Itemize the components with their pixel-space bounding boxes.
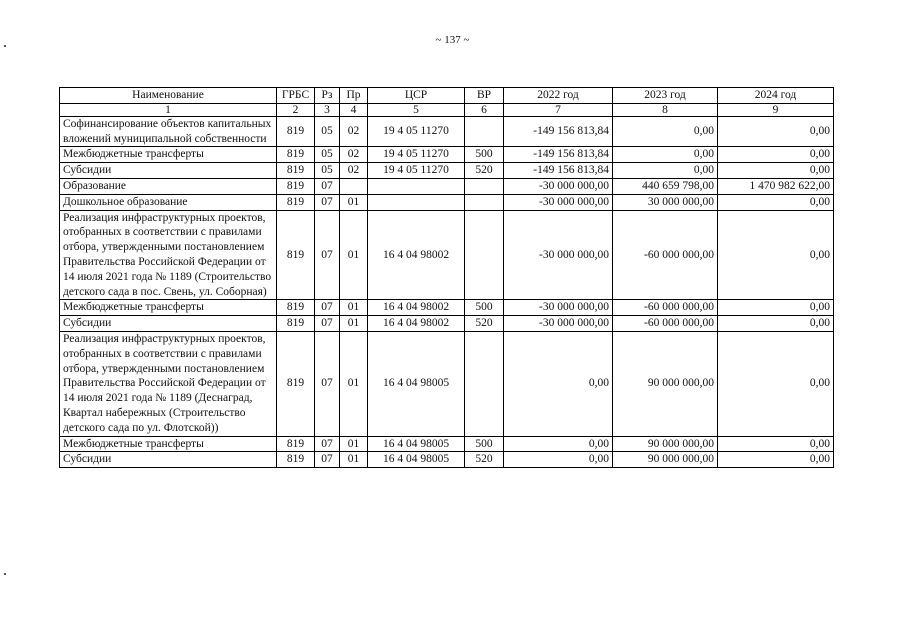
cell-amount-2023: 90 000 000,00: [613, 436, 718, 452]
cell-rz: 07: [315, 210, 340, 300]
cell-vr: [465, 194, 504, 210]
header-2023: 2023 год: [613, 88, 718, 104]
cell-csr: [368, 178, 465, 194]
cell-amount-2024: 0,00: [718, 300, 834, 316]
cell-vr: 520: [465, 452, 504, 468]
cell-pr: [340, 178, 368, 194]
table-row: [60, 436, 834, 452]
cell-name: Дошкольное образование: [60, 194, 277, 210]
cell-amount-2022: -149 156 813,84: [504, 147, 613, 163]
cell-amount-2024: 0,00: [718, 210, 834, 300]
column-number: 4: [340, 103, 368, 116]
cell-name: Субсидии: [60, 452, 277, 468]
column-number: 9: [718, 103, 834, 116]
cell-grbs: 819: [277, 436, 315, 452]
header-2022: 2022 год: [504, 88, 613, 104]
cell-amount-2024: 0,00: [718, 194, 834, 210]
cell-csr: 19 4 05 11270: [368, 116, 465, 147]
cell-grbs: 819: [277, 116, 315, 147]
cell-amount-2023: 0,00: [613, 163, 718, 179]
cell-csr: 16 4 04 98005: [368, 436, 465, 452]
column-number: 7: [504, 103, 613, 116]
table-row: [60, 147, 834, 163]
column-number: 3: [315, 103, 340, 116]
cell-pr: 01: [340, 331, 368, 436]
cell-csr: 19 4 05 11270: [368, 147, 465, 163]
cell-grbs: 819: [277, 210, 315, 300]
cell-name: Субсидии: [60, 163, 277, 179]
table-row: [60, 210, 834, 300]
cell-amount-2022: -30 000 000,00: [504, 178, 613, 194]
cell-vr: [465, 210, 504, 300]
table-row: [60, 194, 834, 210]
cell-vr: 520: [465, 163, 504, 179]
header-rz: Рз: [315, 88, 340, 104]
column-number: 1: [60, 103, 277, 116]
cell-amount-2022: -149 156 813,84: [504, 163, 613, 179]
cell-amount-2023: -60 000 000,00: [613, 300, 718, 316]
cell-name: Межбюджетные трансферты: [60, 300, 277, 316]
cell-name: Образование: [60, 178, 277, 194]
cell-pr: 01: [340, 300, 368, 316]
cell-rz: 07: [315, 452, 340, 468]
cell-rz: 05: [315, 116, 340, 147]
cell-amount-2022: 0,00: [504, 436, 613, 452]
cell-amount-2022: -30 000 000,00: [504, 300, 613, 316]
cell-pr: 02: [340, 116, 368, 147]
header-2024: 2024 год: [718, 88, 834, 104]
cell-grbs: 819: [277, 178, 315, 194]
cell-pr: 01: [340, 194, 368, 210]
cell-amount-2022: -30 000 000,00: [504, 316, 613, 332]
cell-amount-2024: 0,00: [718, 116, 834, 147]
cell-vr: [465, 116, 504, 147]
cell-rz: 07: [315, 300, 340, 316]
cell-grbs: 819: [277, 147, 315, 163]
cell-csr: 16 4 04 98002: [368, 316, 465, 332]
cell-csr: 16 4 04 98005: [368, 331, 465, 436]
cell-pr: 01: [340, 210, 368, 300]
cell-vr: 500: [465, 300, 504, 316]
cell-vr: 520: [465, 316, 504, 332]
cell-name: Межбюджетные трансферты: [60, 436, 277, 452]
table-row: [60, 300, 834, 316]
cell-csr: [368, 194, 465, 210]
table-row: [60, 316, 834, 332]
cell-amount-2024: 0,00: [718, 331, 834, 436]
column-number: 6: [465, 103, 504, 116]
table-header-row: [60, 88, 834, 104]
cell-rz: 07: [315, 316, 340, 332]
cell-rz: 07: [315, 178, 340, 194]
cell-grbs: 819: [277, 452, 315, 468]
cell-csr: 16 4 04 98005: [368, 452, 465, 468]
cell-amount-2023: -60 000 000,00: [613, 316, 718, 332]
cell-amount-2022: -30 000 000,00: [504, 194, 613, 210]
header-pr: Пр: [340, 88, 368, 104]
cell-amount-2023: 30 000 000,00: [613, 194, 718, 210]
cell-csr: 16 4 04 98002: [368, 210, 465, 300]
cell-amount-2023: 0,00: [613, 116, 718, 147]
cell-grbs: 819: [277, 331, 315, 436]
cell-name: Реализация инфраструктурных проектов, отобранных в соответствии с правилами отбора, утвержденными постановлением Правительства Российской Федерации от 14 июля 2021 года № 1189 (Деснаград, Квартал набережных (Строительство детского сада по ул. Флотской)): [60, 331, 277, 436]
cell-pr: 01: [340, 436, 368, 452]
cell-rz: 07: [315, 331, 340, 436]
cell-rz: 05: [315, 147, 340, 163]
cell-grbs: 819: [277, 300, 315, 316]
cell-amount-2022: 0,00: [504, 452, 613, 468]
cell-pr: 02: [340, 163, 368, 179]
column-number: 2: [277, 103, 315, 116]
cell-grbs: 819: [277, 194, 315, 210]
cell-grbs: 819: [277, 316, 315, 332]
cell-amount-2023: 90 000 000,00: [613, 331, 718, 436]
column-number: 5: [368, 103, 465, 116]
cell-vr: 500: [465, 436, 504, 452]
cell-rz: 07: [315, 436, 340, 452]
scan-mark: [4, 573, 6, 575]
cell-name: Межбюджетные трансферты: [60, 147, 277, 163]
cell-amount-2024: 0,00: [718, 316, 834, 332]
header-csr: ЦСР: [368, 88, 465, 104]
header-name: Наименование: [60, 88, 277, 104]
cell-amount-2022: 0,00: [504, 331, 613, 436]
header-vr: ВР: [465, 88, 504, 104]
cell-name: Реализация инфраструктурных проектов, отобранных в соответствии с правилами отбора, утвержденными постановлением Правительства Российской Федерации от 14 июля 2021 года № 1189 (Строительство детского сада в пос. Свень, ул. Соборная): [60, 210, 277, 300]
table-row: [60, 163, 834, 179]
scan-mark: [4, 45, 6, 47]
cell-amount-2024: 0,00: [718, 436, 834, 452]
cell-name: Субсидии: [60, 316, 277, 332]
cell-vr: [465, 178, 504, 194]
column-number-row: [60, 103, 834, 116]
table-row: [60, 331, 834, 436]
cell-amount-2022: -30 000 000,00: [504, 210, 613, 300]
cell-vr: 500: [465, 147, 504, 163]
cell-pr: 01: [340, 452, 368, 468]
page-number: ~ 137 ~: [435, 34, 470, 46]
cell-amount-2024: 0,00: [718, 163, 834, 179]
header-grbs: ГРБС: [277, 88, 315, 104]
cell-amount-2024: 0,00: [718, 452, 834, 468]
cell-name: Софинансирование объектов капитальных вложений муниципальной собственности: [60, 116, 277, 147]
cell-amount-2023: 440 659 798,00: [613, 178, 718, 194]
cell-rz: 05: [315, 163, 340, 179]
cell-vr: [465, 331, 504, 436]
cell-amount-2022: -149 156 813,84: [504, 116, 613, 147]
cell-amount-2023: -60 000 000,00: [613, 210, 718, 300]
budget-table: [59, 87, 834, 468]
cell-grbs: 819: [277, 163, 315, 179]
cell-amount-2023: 0,00: [613, 147, 718, 163]
cell-csr: 19 4 05 11270: [368, 163, 465, 179]
column-number: 8: [613, 103, 718, 116]
cell-pr: 01: [340, 316, 368, 332]
table-row: [60, 178, 834, 194]
cell-amount-2024: 0,00: [718, 147, 834, 163]
cell-rz: 07: [315, 194, 340, 210]
table-row: [60, 452, 834, 468]
table-row: [60, 116, 834, 147]
cell-csr: 16 4 04 98002: [368, 300, 465, 316]
cell-pr: 02: [340, 147, 368, 163]
cell-amount-2023: 90 000 000,00: [613, 452, 718, 468]
cell-amount-2024: 1 470 982 622,00: [718, 178, 834, 194]
